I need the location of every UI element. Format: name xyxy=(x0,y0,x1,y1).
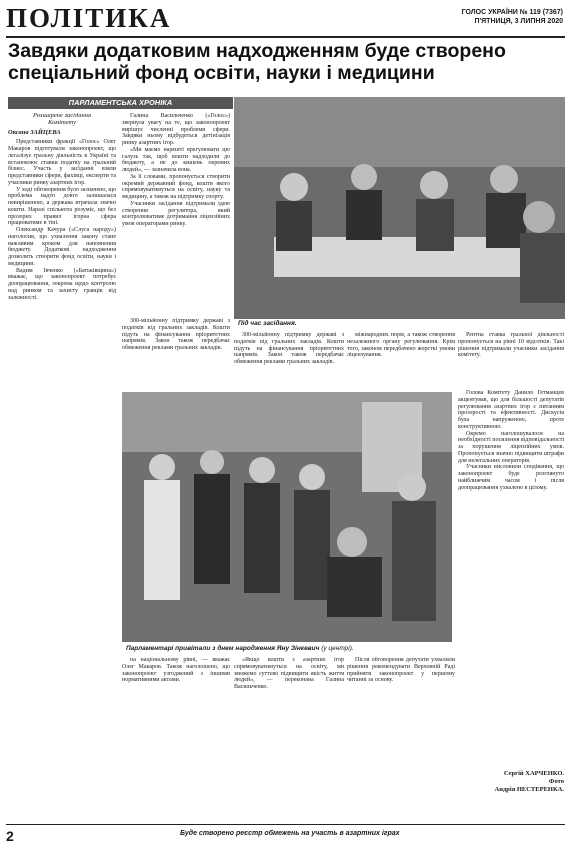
paragraph: 300-мільйонну підтримку державі з податків від гральних закладів. Кошти підуть на фінансування пріоритетних напрямів. Закон також передбачає обмеження реклами гральних закладів. xyxy=(122,318,230,351)
paragraph: Рентна ставка гральної діяльності пропонується на рівні 10 відсотків. Такі рішення підтримали учасники засідання комітету. xyxy=(458,332,564,359)
paragraph: У ході обговорення було зазначено, що проблема надто довго залишалася невирішеною, а держава втрачала значні кошти. Наразі спільнота розуміє, що без прозорих правил ігорна сфера працюватиме в тіні. xyxy=(8,186,116,227)
subhead-2: Комітету xyxy=(48,118,76,126)
issue-date: П'ЯТНИЦЯ, 3 ЛИПНЯ 2020 xyxy=(474,18,563,25)
photo-caption-2 xyxy=(126,645,354,652)
column-2 xyxy=(122,113,230,313)
paragraph: Учасники висловили сподівання, що законопроект буде розглянуто найближчим часом і після доопрацювання ухвалено в цілому. xyxy=(458,464,564,491)
paragraph: Вадим Івченко («Батьківщина») вважає, що законопроект потребує доопрацювання, зокрема щодо контролю над ринком та захисту гравців від залежності. xyxy=(8,267,116,301)
bottom-column-2 xyxy=(234,657,344,822)
meeting-photo xyxy=(234,97,565,319)
paragraph: Окремо наголошувалося на необхідності посилення відповідальності за порушення ліцензійних умов. Пропонується значно підвищити штрафи для нелегальних операторів. xyxy=(458,430,564,464)
paragraph: міжнародних норм, а також створення незалежного органу регулювання. Крім того, законом передбачено жорсткі умови ліцензування. xyxy=(347,332,455,359)
column-1 xyxy=(8,113,116,483)
bottom-column-3 xyxy=(347,657,455,822)
page-number: 2 xyxy=(6,828,14,844)
column-mid-b xyxy=(347,332,455,387)
photo-caption: Під час засідання. xyxy=(238,320,297,327)
subhead: Розширене засідання xyxy=(33,113,91,119)
header-rule xyxy=(6,36,565,38)
caption-text: Парламентарі привітали з днем народження Яну Зінкевич xyxy=(126,645,320,652)
birthday-photo xyxy=(122,392,452,642)
author-sign xyxy=(458,770,564,794)
column-2-continued xyxy=(122,318,230,386)
paragraph: Учасники засідання підтримали ідею створення регулятора, який контролюватиме дотримання ліцензійних умов операторами ринку. xyxy=(122,200,230,227)
paragraph: Голова Комітету Данило Гетманцев акцентував, що для більшості депутатів регулювання азартних ігор є питанням прозорості та ефективності. Дискусія була напруженою, проте конструктивною. xyxy=(458,390,564,430)
section-title: ПОЛІТИКА xyxy=(6,3,172,33)
column-mid-a xyxy=(234,332,344,387)
issue-info xyxy=(462,8,563,26)
paragraph: Після обговорення депутати ухвалили рішення рекомендувати Верховній Раді прийняти законопроект у першому читанні за основу. xyxy=(347,657,455,684)
footer-line: Буде створено реєстр обмежень на участь в азартних іграх xyxy=(180,830,400,837)
paragraph: За її словами, пропонується створити окремий державний фонд, кошти якого спрямовуватимуться на освіту, науку та медицину, а також на підтримку спорту. xyxy=(122,173,230,200)
column-mid-c xyxy=(458,332,564,387)
issue-number: ГОЛОС УКРАЇНИ № 119 (7367) xyxy=(461,9,563,16)
photo-by: Фото xyxy=(548,778,564,785)
rubric: ПАРЛАМЕНТСЬКА ХРОНІКА xyxy=(8,97,233,109)
paragraph: Галина Васильченко («Голос») звернула увагу на те, що законопроект вирішує численні проблеми сфери. Завдяки ньому відбудеться детінізація ринку азартних ігор. xyxy=(122,113,230,146)
paragraph: Олександр Качура («Слуга народу») наголосив, що ухвалення закону стане важливим кроком для наповнення бюджету. Додаткові надходження дозволять створити фонд освіти, науки і медицини. xyxy=(8,227,116,267)
paragraph: «Ми маємо нарешті врегулювати цю галузь так, щоб кошти надходили до бюджету, а не до кишень окремих людей», — зазначила вона. xyxy=(122,146,230,173)
author-line: Оксана ЗАЙЦЕВА xyxy=(8,128,61,136)
right-column xyxy=(458,390,564,760)
headline: Завдяки додатковим надходженням буде створено спеціальний фонд освіти, науки і медицини xyxy=(8,40,506,84)
paragraph: «Якщо кошти з азартних ігор спрямовуватимуться на освіту, ми зможемо суттєво підвищити якість життя людей», — переконана Галина Васильченко. xyxy=(234,657,344,690)
bottom-column-1 xyxy=(122,657,230,822)
footer-rule xyxy=(6,824,565,825)
paragraph: 300-мільйонну підтримку державі з податків від гральних закладів. Кошти підуть на фінансування пріоритетних напрямів. Закон також передбачає обмеження реклами гральних закладів. xyxy=(234,332,344,365)
author-name: Сергій ХАРЧЕНКО. xyxy=(503,770,564,777)
photographer: Андрія НЕСТЕРЕНКА. xyxy=(494,786,564,793)
paragraph: Представники фракції «Голос» Олег Макаров підготували законопроект, що легалізує гральну діяльність в Україні та встановлює ставки податку на гральний бізнес. Участь у засіданні взяли представники сфери, фахівці, експерти та учасники ринку азартних ігор. xyxy=(8,139,116,186)
paragraph: на національному рівні, — вважає Олег Макаров. Також наголошено, що законопроект узгоджений з іншими нормативними актами. xyxy=(122,657,230,684)
caption-credit: (у центрі). xyxy=(321,645,354,652)
